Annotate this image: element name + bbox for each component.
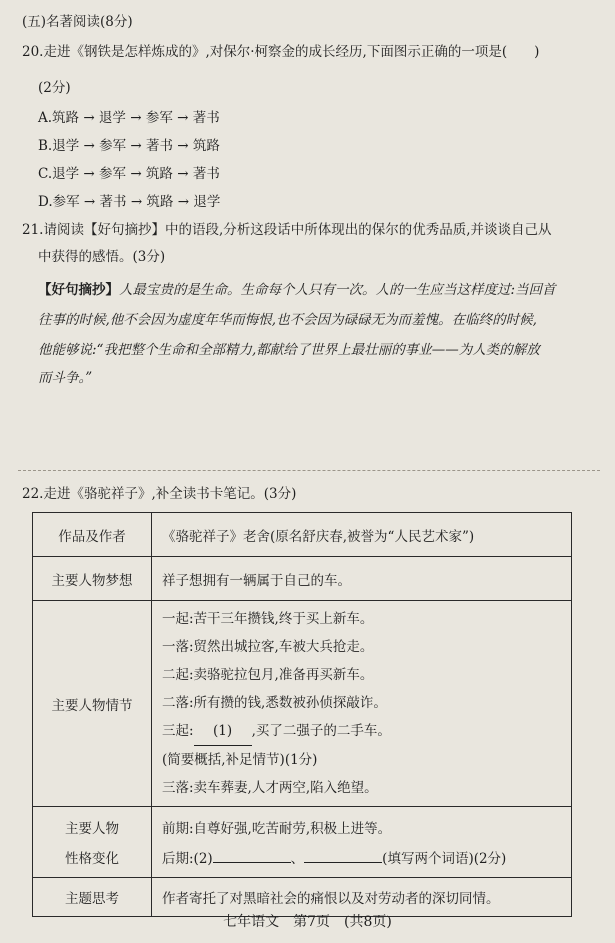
change-label-line1: 主要人物 xyxy=(65,821,119,837)
plot-hint: (简要概括,补足情节)(1分) xyxy=(162,752,318,768)
theme-value: 作者寄托了对黑暗社会的痛恨以及对劳动者的深切同情。 xyxy=(152,878,572,917)
change-late-hint: (填写两个词语)(2分) xyxy=(382,851,507,867)
q21-stem-line2: 中获得的感悟。(3分) xyxy=(38,249,166,265)
change-cell xyxy=(152,807,572,878)
change-late-sep: 、 xyxy=(290,851,305,867)
plot-answer-blank-1[interactable]: (1) xyxy=(194,717,252,746)
quote-label: 【好句摘抄】 xyxy=(38,282,119,298)
change-early: 前期:自尊好强,吃苦耐劳,积极上进等。 xyxy=(162,821,392,837)
plot-line-5 xyxy=(162,717,561,746)
change-label-line2: 性格变化 xyxy=(65,851,119,867)
plot-line-1: 一起:苦干三年攒钱,终于买上新车。 xyxy=(162,611,374,627)
q20-score: (2分) xyxy=(38,80,71,96)
work-author-label: 作品及作者 xyxy=(33,513,152,557)
dream-label: 主要人物梦想 xyxy=(33,557,152,601)
section-header: (五)名著阅读(8分) xyxy=(22,14,133,30)
work-author-value: 《骆驼祥子》老舍(原名舒庆春,被誉为“人民艺术家”) xyxy=(152,513,572,557)
q21-quote-line4: 而斗争。” xyxy=(38,370,93,386)
plot-line-3: 二起:卖骆驼拉包月,准备再买新车。 xyxy=(162,667,374,683)
plot-label: 主要人物情节 xyxy=(33,601,152,807)
change-label xyxy=(33,807,152,878)
plot-third-prefix: 三起: xyxy=(162,723,194,739)
plot-cell xyxy=(152,601,572,807)
q20-option-d: D.参军 → 著书 → 筑路 → 退学 xyxy=(38,194,221,210)
plot-line-4: 二落:所有攒的钱,悉数被孙侦探敲诈。 xyxy=(162,695,387,711)
q21-quote-line2: 往事的时候,他不会因为虚度年华而悔恨,也不会因为碌碌无为而羞愧。在临终的时候, xyxy=(38,312,537,328)
quote-text-1: 人最宝贵的是生命。生命每个人只有一次。人的一生应当这样度过:当回首 xyxy=(119,282,556,298)
theme-label: 主题思考 xyxy=(33,878,152,917)
section-divider xyxy=(18,470,600,471)
change-late-prefix: 后期:(2) xyxy=(162,851,213,867)
q20-option-a: A.筑路 → 退学 → 参军 → 著书 xyxy=(38,110,220,126)
dream-value: 祥子想拥有一辆属于自己的车。 xyxy=(152,557,572,601)
q20-option-b: B.退学 → 参军 → 著书 → 筑路 xyxy=(38,138,220,154)
q20-option-c: C.退学 → 参军 → 筑路 → 著书 xyxy=(38,166,220,182)
answer-blank-2b[interactable] xyxy=(304,862,382,863)
q21-quote-line1 xyxy=(38,280,556,300)
plot-line-7: 三落:卖车葬妻,人才两空,陷入绝望。 xyxy=(162,780,378,796)
q22-stem: 22.走进《骆驼祥子》,补全读书卡笔记。(3分) xyxy=(22,486,297,502)
page-footer: 七年语文 第7页 (共8页) xyxy=(223,914,392,930)
q21-stem-line1: 21.请阅读【好句摘抄】中的语段,分析这段话中所体现出的保尔的优秀品质,并谈谈自己从 xyxy=(22,222,552,238)
q20-stem: 20.走进《钢铁是怎样炼成的》,对保尔·柯察金的成长经历,下面图示正确的一项是( ) xyxy=(22,44,540,60)
q21-quote-line3: 他能够说:“我把整个生命和全部精力,都献给了世界上最壮丽的事业——为人类的解放 xyxy=(38,342,540,358)
plot-line-2: 一落:贸然出城拉客,车被大兵抢走。 xyxy=(162,639,374,655)
answer-blank-2a[interactable] xyxy=(213,862,291,863)
reading-card-table xyxy=(32,512,572,917)
plot-third-suffix: ,买了二强子的二手车。 xyxy=(251,723,391,739)
change-late-line xyxy=(162,847,561,867)
